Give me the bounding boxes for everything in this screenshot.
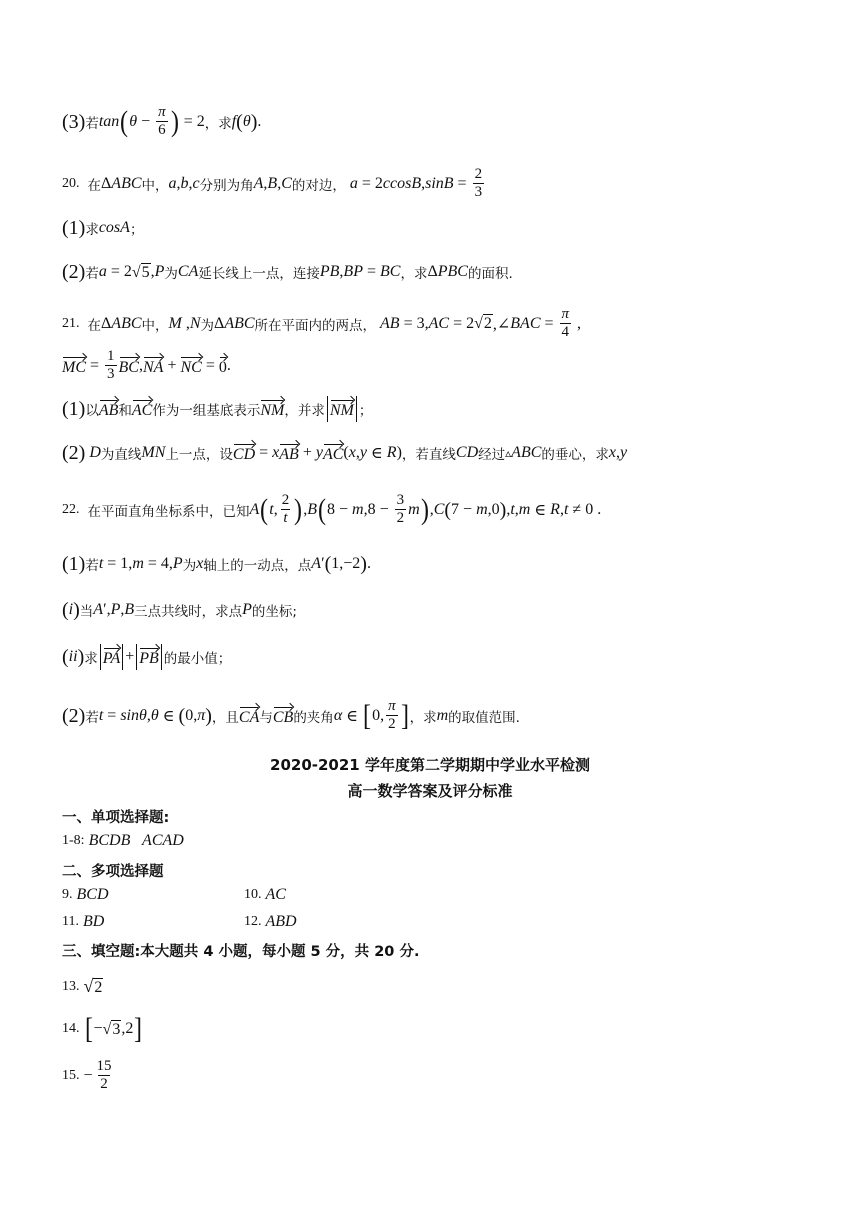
problem-22-part-1-i: ( i ) 当 A ′, P , B 三点共线时，求点 P 的坐标; xyxy=(62,599,297,621)
text: 中， xyxy=(141,317,169,334)
text: ，求 xyxy=(400,266,428,282)
problem-20-part-1: (1) 求 cosA ； xyxy=(62,217,144,239)
text: 若 xyxy=(85,558,99,574)
text: 中， xyxy=(141,177,169,194)
answer-label: 11. xyxy=(62,914,79,929)
text: 为 xyxy=(164,266,178,282)
text: 为 xyxy=(200,317,215,334)
problem-21-part-1: (1) 以 AB 和 AC 作为一组基底表示 NM ，并求 NM ； xyxy=(62,398,373,420)
text: ，且 xyxy=(211,709,239,726)
problem-number: 20. xyxy=(62,175,80,191)
text: ，并求 xyxy=(284,403,325,419)
section-multiple-choice: 二、多项选择题 xyxy=(62,864,164,880)
text: 的坐标; xyxy=(251,604,297,620)
problem-21-part-2: (2) D 为直线 MN 上一点，设 CD = x AB + y AC ( x , y ∈ R ) ，若直线 CD 经过 ▵ ABC 的垂心，求 x , y xyxy=(62,442,628,464)
problem-number: 22. xyxy=(62,501,80,517)
text: 若 xyxy=(85,709,99,726)
answer-value: BD xyxy=(82,913,105,930)
answer-13 xyxy=(62,976,103,997)
answer-title: 2020-2021 学年度第二学期期中学业水平检测 xyxy=(270,756,590,774)
text: 求 xyxy=(85,222,99,238)
answer-1-8 xyxy=(62,832,184,850)
text: 分别为角 xyxy=(199,177,254,194)
answer-10 xyxy=(244,886,286,904)
answer-label: 15. xyxy=(62,1067,80,1083)
problem-19-part-3: (3) 若 tan ( θ − $\frac{\pi}{6}$ ) = 2 ，求 f ( θ ) . xyxy=(62,104,262,138)
text: 为 xyxy=(182,558,197,574)
answer-value: AC xyxy=(265,886,286,903)
answer-value: BCDB ACAD xyxy=(88,832,184,849)
answer-14 xyxy=(62,1014,143,1044)
part-label: (3) xyxy=(62,110,86,133)
answer-value: BCD xyxy=(76,886,109,903)
problem-20-stem: 20. 在 Δ ABC 中， a , b , c 分别为角 A , B , C 的对边， a = 2 ccosB , sinB = $\frac{2}{3}$ xyxy=(62,166,483,200)
text: 上一点，设 xyxy=(165,447,233,463)
problem-22-part-1: (1) 若 t = 1, m = 4, P 为 x 轴上的一动点，点 A ′ ( 1,−2 ) . xyxy=(62,553,371,575)
text: 的取值范围. xyxy=(448,709,520,726)
text: 所在平面内的两点， xyxy=(254,317,377,334)
answer-subtitle: 高一数学答案及评分标准 xyxy=(347,782,513,800)
text: 轴上的一动点，点 xyxy=(203,558,312,574)
text: 作为一组基底表示 xyxy=(152,403,261,419)
answer-label: 9. xyxy=(62,887,73,902)
answer-9 xyxy=(62,886,109,904)
text: 在平面直角坐标系中，已知 xyxy=(87,503,250,520)
text: 的面积. xyxy=(467,266,513,282)
problem-20-part-2: (2) 若 a = 2 √ 5 , P 为 CA 延长线上一点，连接 PB , BP = BC ，求 Δ PBC 的面积. xyxy=(62,261,513,283)
answer-label: 13. xyxy=(62,978,80,994)
problem-21-condition: MC = $\frac{1}{3}$ BC , NA + NC = 0 . xyxy=(62,348,231,382)
text: 以 xyxy=(85,403,99,419)
problem-22-part-1-ii: ( ii ) 求 PA + PB 的最小值； xyxy=(62,646,232,668)
problem-number: 21. xyxy=(62,315,80,331)
text: 的最小值； xyxy=(163,651,232,667)
answer-12 xyxy=(244,913,297,931)
section-single-choice: 一、单项选择题: xyxy=(62,810,170,826)
answer-11 xyxy=(62,913,104,931)
answer-value: ABD xyxy=(265,913,297,930)
problem-22-stem: 22. 在平面直角坐标系中，已知 A ( t , $\frac{2}{t}$ ) , B ( 8 − m ,8 − $\frac{3}{2}$ m ) , C ( 7 − m ,0 ) , t , m ∈ R , t ≠ 0 . xyxy=(62,492,602,526)
text: 和 xyxy=(118,403,132,419)
problem-21-stem: 21. 在 Δ ABC 中， M , N 为 Δ ABC 所在平面内的两点， AB = 3, AC = 2 √ 2 ,∠ BAC = $\frac{\pi}{4}$ , xyxy=(62,306,582,340)
text: 求 xyxy=(84,651,98,667)
answer-label: 1-8: xyxy=(62,833,85,848)
text: 的垂心，求 xyxy=(541,447,609,463)
answer-value: [ − √ 3 ,2 ] xyxy=(84,1012,143,1045)
text: 当 xyxy=(79,604,94,620)
text: 为直线 xyxy=(100,447,142,463)
text: ，求 xyxy=(409,709,437,726)
answer-label: 10. xyxy=(244,887,262,902)
text: 与 xyxy=(259,709,273,726)
text: ； xyxy=(358,403,373,419)
text: 若 xyxy=(85,115,99,132)
section-fill-blank: 三、填空题:本大题共 4 小题，每小题 5 分，共 20 分. xyxy=(62,944,420,960)
answer-value: − $\frac{15}{2}$ xyxy=(83,1058,112,1092)
text: ，若直线 xyxy=(401,447,456,463)
text: 在 xyxy=(87,177,101,194)
problem-22-part-2: (2) 若 t = sinθ , θ ∈ ( 0, π ) ，且 CA 与 CB 的夹角 α ∈ [ 0, $\frac{\pi}{2}$ ] ，求 m 的取值范围. xyxy=(62,698,520,732)
text: 的夹角 xyxy=(293,709,334,726)
text: 延长线上一点，连接 xyxy=(198,266,320,282)
answer-15 xyxy=(62,1058,116,1093)
text: ； xyxy=(129,222,144,238)
text: 经过 xyxy=(478,447,506,463)
text: ，求 xyxy=(204,115,232,132)
answer-label: 12. xyxy=(244,914,262,929)
answer-value: √ 2 xyxy=(83,976,103,996)
text: 的对边， xyxy=(291,177,346,194)
text: . xyxy=(257,112,262,130)
answer-label: 14. xyxy=(62,1021,80,1036)
text: 三点共线时，求点 xyxy=(134,604,243,620)
text: 在 xyxy=(87,317,101,334)
